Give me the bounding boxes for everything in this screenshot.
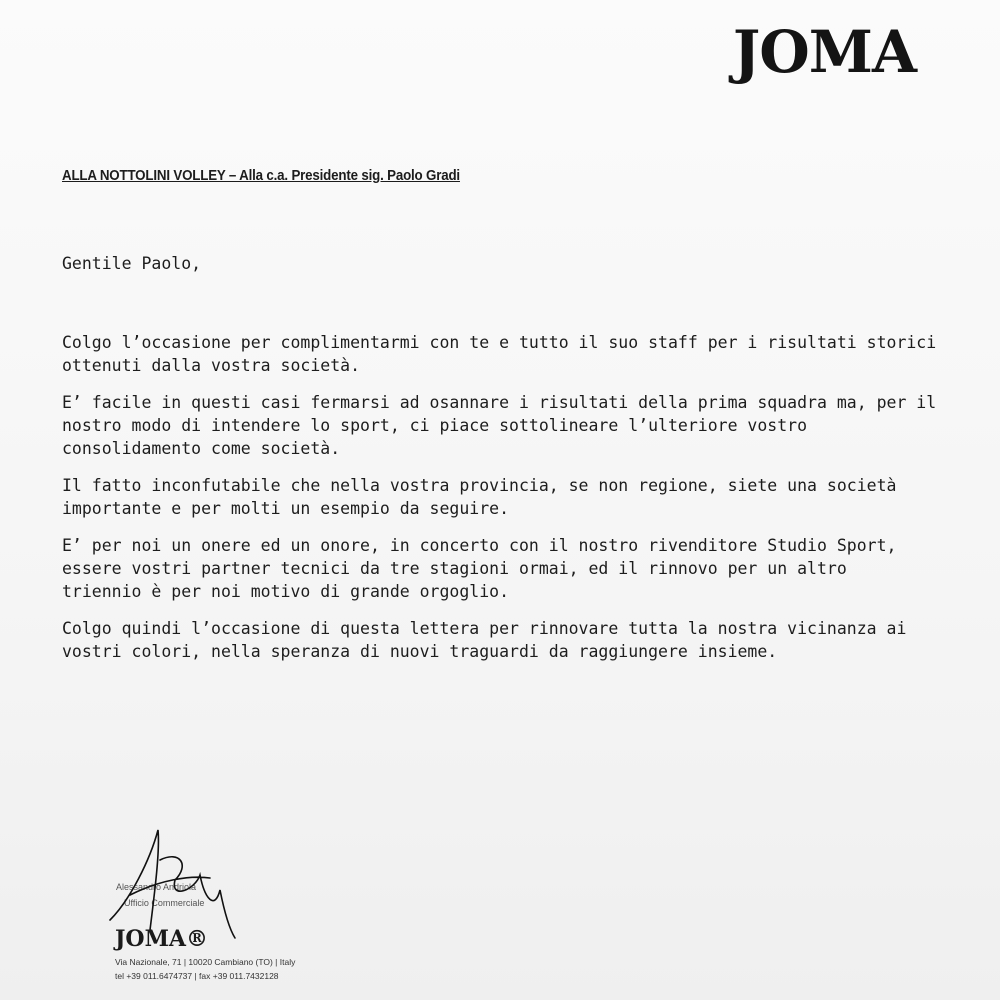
paragraph: Colgo quindi l’occasione di questa lettera per rinnovare tutta la nostra vicinanza ai vostri colori, nella speranza di nuovi traguardi da raggiungere insieme. (62, 619, 907, 661)
paragraph: E’ per noi un onere ed un onore, in concerto con il nostro rivenditore Studio Sport, essere vostri partner tecnici da tre stagioni ormai, ed il rinnovo per un altro triennio è per noi motivo di grande orgoglio. (62, 536, 897, 601)
signature-block (100, 820, 420, 990)
joma-logo-small: JOMA® (115, 926, 208, 952)
recipient-line: ALLA NOTTOLINI VOLLEY – Alla c.a. Presidente sig. Paolo Gradi (62, 168, 460, 184)
greeting: Gentile Paolo, (62, 254, 202, 273)
letter-body (62, 331, 942, 677)
signer-role: Ufficio Commerciale (124, 898, 205, 908)
company-contacts: tel +39 011.6474737 | fax +39 011.7432128 (115, 971, 279, 981)
paragraph: E’ facile in questi casi fermarsi ad osannare i risultati della prima squadra ma, per il nostro modo di intendere lo sport, ci piace sottolineare l’ulteriore vostro consolidamento come società. (62, 393, 937, 458)
signer-name: Alessandro Andriola (116, 882, 197, 892)
paragraph: Il fatto inconfutabile che nella vostra provincia, se non regione, siete una società importante e per molti un esempio da seguire. (62, 476, 897, 518)
paragraph: Colgo l’occasione per complimentarmi con te e tutto il suo staff per i risultati storici ottenuti dalla vostra società. (62, 333, 937, 375)
company-address: Via Nazionale, 71 | 10020 Cambiano (TO) | Italy (115, 957, 296, 967)
joma-logo: JOMA (732, 18, 916, 86)
